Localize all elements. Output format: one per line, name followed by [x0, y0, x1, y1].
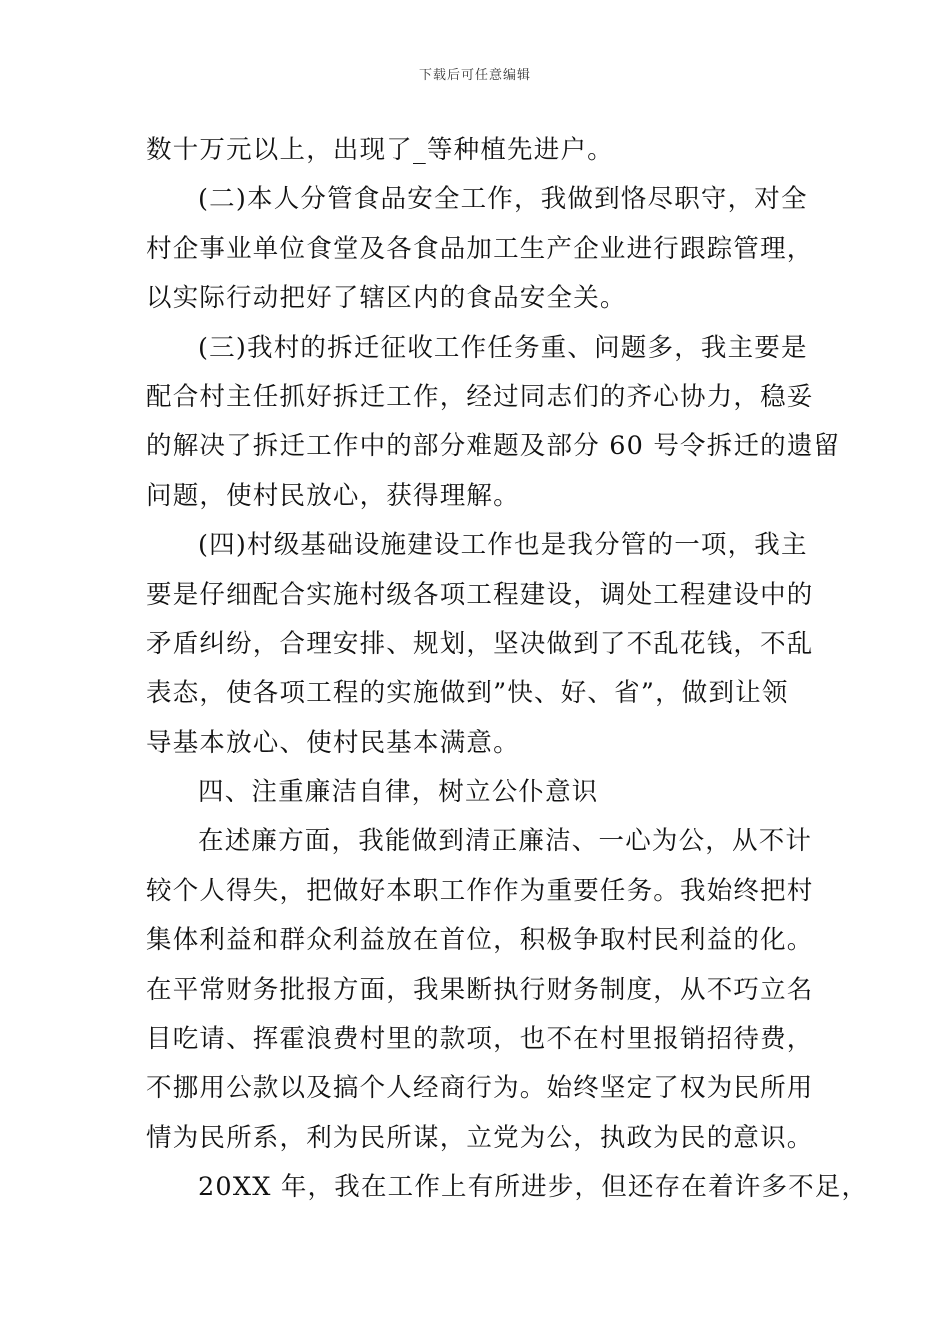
text-line: 较个人得失，把做好本职工作作为重要任务。我始终把村 [146, 875, 814, 906]
text-line: 情为民所系，利为民所谋，立党为公，执政为民的意识。 [146, 1122, 814, 1153]
text-line: 以实际行动把好了辖区内的食品安全关。 [146, 283, 627, 314]
text-line: 目吃请、挥霍浪费村里的款项，也不在村里报销招待费， [146, 1024, 814, 1055]
text-line: 的解决了拆迁工作中的部分难题及部分 60 号令拆迁的遗留 [146, 431, 841, 462]
text-line: (二)本人分管食品安全工作，我做到恪尽职守，对全 [198, 184, 808, 215]
text-line: 不挪用公款以及搞个人经商行为。始终坚定了权为民所用 [146, 1073, 814, 1104]
text-line: 在平常财务批报方面，我果断执行财务制度，从不巧立名 [146, 974, 814, 1005]
text-line: 配合村主任抓好拆迁工作，经过同志们的齐心协力，稳妥 [146, 381, 814, 412]
text-line: (四)村级基础设施建设工作也是我分管的一项，我主 [198, 530, 808, 561]
text-line: 村企事业单位食堂及各食品加工生产企业进行跟踪管理， [146, 233, 814, 264]
text-line: (三)我村的拆迁征收工作任务重、问题多，我主要是 [198, 332, 808, 363]
text-line: 数十万元以上，出现了_等种植先进户。 [146, 135, 614, 165]
text-line: 导基本放心、使村民基本满意。 [146, 727, 520, 758]
text-line: 在述廉方面，我能做到清正廉洁、一心为公，从不计 [198, 826, 813, 857]
text-line: 四、注重廉洁自律，树立公仆意识 [198, 777, 599, 808]
document-body [146, 126, 869, 1213]
text-line: 要是仔细配合实施村级各项工程建设，调处工程建设中的 [146, 579, 814, 610]
text-line: 问题，使村民放心，获得理解。 [146, 480, 520, 511]
text-line: 矛盾纠纷，合理安排、规划，坚决做到了不乱花钱，不乱 [146, 628, 814, 659]
text-line: 集体利益和群众利益放在首位，积极争取村民利益的化。 [146, 925, 814, 956]
text-line: 表态，使各项工程的实施做到”快、好、省”，做到让领 [146, 678, 789, 709]
page-header-note: 下载后可任意编辑 [418, 68, 531, 83]
text-line: 20XX 年，我在工作上有所进步，但还存在着许多不足， [198, 1172, 869, 1203]
